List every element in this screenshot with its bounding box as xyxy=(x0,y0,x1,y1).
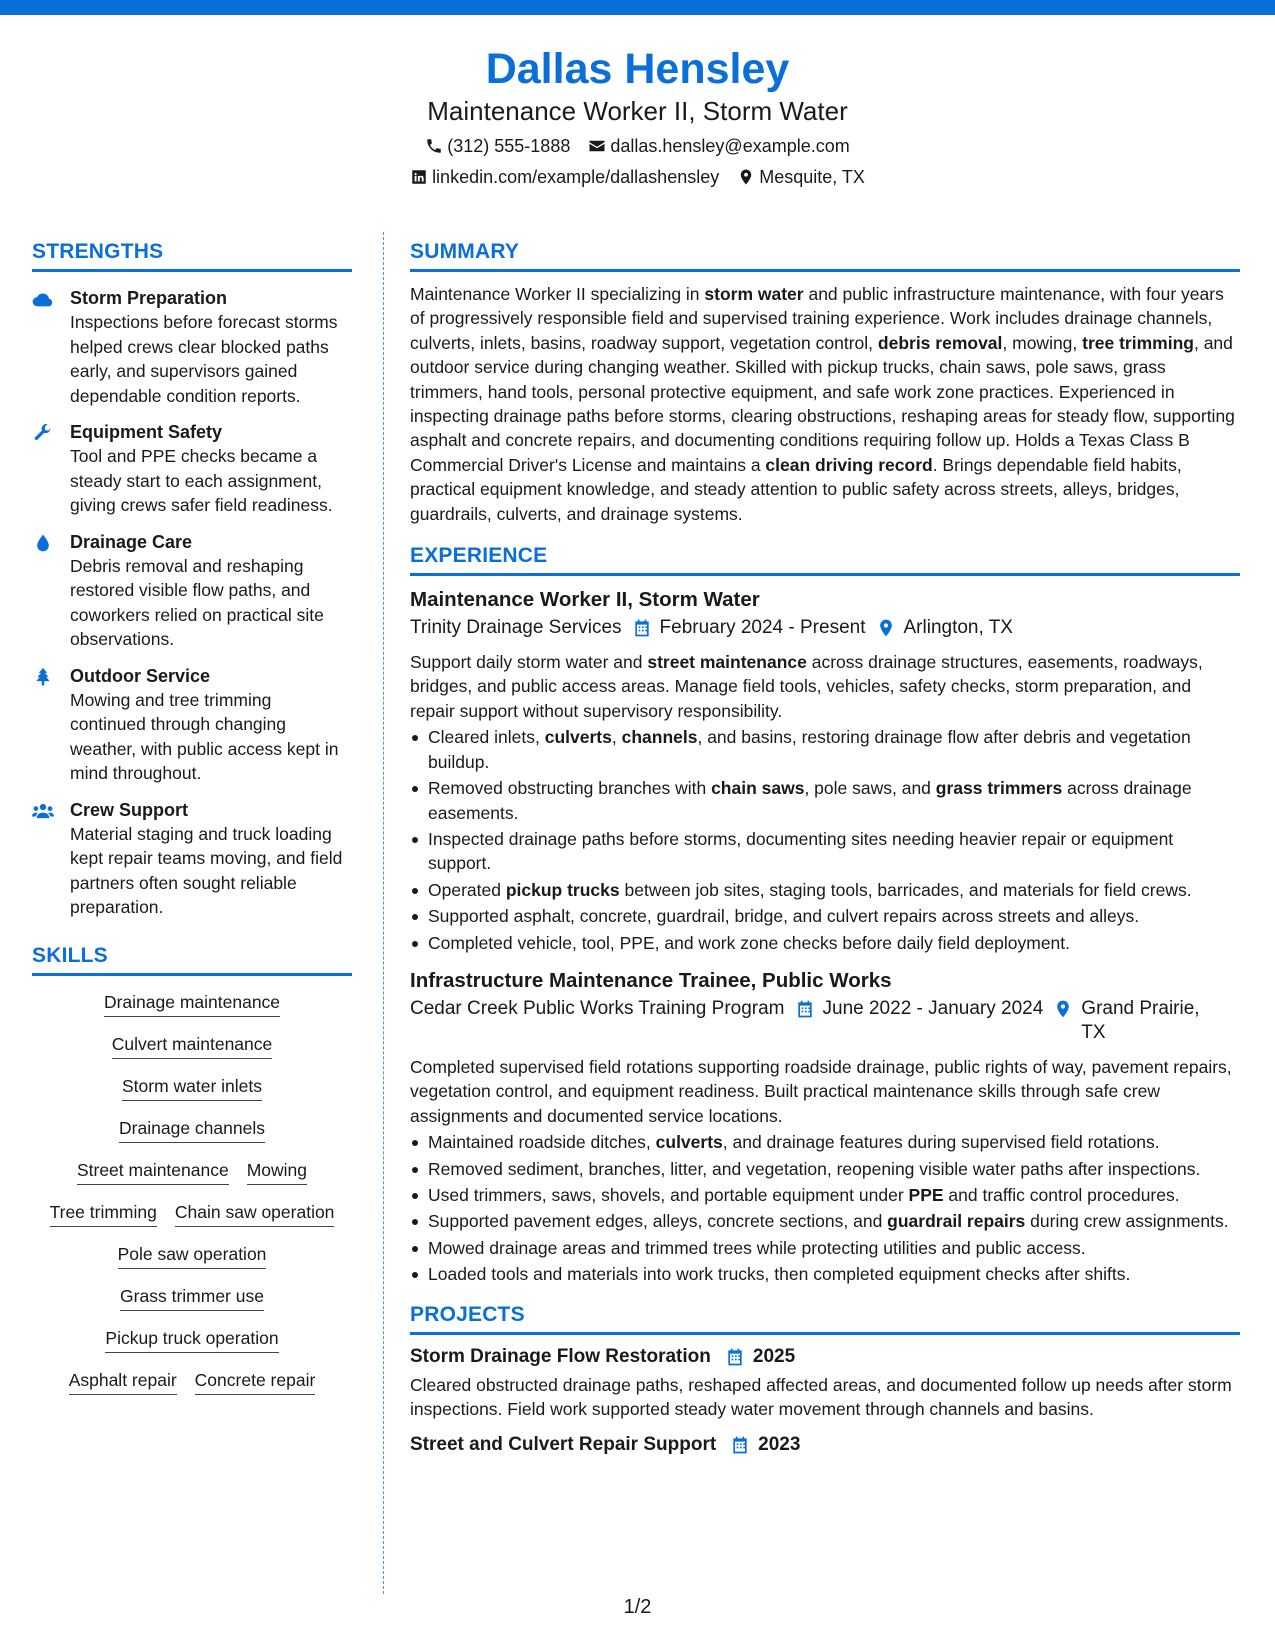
job-title: Infrastructure Maintenance Trainee, Public Works xyxy=(410,968,892,992)
job-dates xyxy=(632,616,866,640)
skill-tag: Drainage channels xyxy=(119,1116,265,1143)
strength-item xyxy=(32,664,352,786)
project-description: Cleared obstructed drainage paths, reshaped affected areas, and documented follow up needs after storm inspections. Field work supported steady water movement through channels and basins. xyxy=(410,1374,1232,1419)
job-location-text: Grand Prairie, TX xyxy=(1081,997,1200,1043)
linkedin-icon xyxy=(410,168,428,186)
project-year xyxy=(730,1431,800,1459)
strength-description: Material staging and truck loading kept repair teams moving, and field partners often sought reliable preparation. xyxy=(70,823,343,917)
bullet-item: Supported pavement edges, alleys, concrete sections, and guardrail repairs during crew assignments. xyxy=(410,1209,1240,1233)
map-pin-icon xyxy=(1053,999,1073,1019)
skill-tag: Chain saw operation xyxy=(175,1200,335,1227)
page-number: 1/2 xyxy=(623,1596,652,1618)
calendar-icon xyxy=(632,618,652,638)
calendar-icon xyxy=(725,1347,745,1367)
wrench-icon xyxy=(32,423,54,443)
contact-row-2 xyxy=(0,165,1275,189)
skill-tag: Pole saw operation xyxy=(118,1242,267,1269)
skill-tag: Grass trimmer use xyxy=(120,1284,264,1311)
bullet-item: Inspected drainage paths before storms, documenting sites needing heavier repair or equipment support. xyxy=(410,827,1240,876)
email-text: dallas.hensley@example.com xyxy=(610,136,850,156)
project-title: Street and Culvert Repair Support xyxy=(410,1434,717,1456)
skill-tag: Asphalt repair xyxy=(69,1368,177,1395)
project-entry xyxy=(410,1343,1240,1422)
job-bullets xyxy=(410,1130,1240,1286)
left-column xyxy=(32,238,352,1395)
bullet-item: Completed vehicle, tool, PPE, and work zone checks before daily field deployment. xyxy=(410,931,1240,955)
job-dates xyxy=(795,997,1044,1021)
phone-text: (312) 555-1888 xyxy=(447,136,571,156)
email-contact[interactable] xyxy=(588,134,849,158)
candidate-title: Maintenance Worker II, Storm Water xyxy=(427,96,848,126)
job-location xyxy=(1053,997,1203,1045)
job-company: Trinity Drainage Services xyxy=(410,617,622,639)
skill-tag: Culvert maintenance xyxy=(112,1032,273,1059)
project-header xyxy=(410,1343,1240,1371)
strength-title: Crew Support xyxy=(70,799,189,820)
job-bullets xyxy=(410,725,1240,955)
project-year xyxy=(725,1343,795,1371)
skill-tag: Tree trimming xyxy=(50,1200,157,1227)
strength-item xyxy=(32,798,352,920)
strength-description: Debris removal and reshaping restored visible flow paths, and coworkers relied on practical site observations. xyxy=(70,555,324,649)
strength-title: Equipment Safety xyxy=(70,422,223,442)
calendar-icon xyxy=(795,999,815,1019)
job-title: Maintenance Worker II, Storm Water xyxy=(410,588,760,612)
strength-item xyxy=(32,286,352,408)
phone-icon xyxy=(425,137,443,155)
job-location xyxy=(876,616,1013,640)
bullet-item: Supported asphalt, concrete, guardrail, bridge, and culvert repairs across streets and alleys. xyxy=(410,904,1240,928)
linkedin-contact[interactable] xyxy=(410,165,719,189)
job-entry xyxy=(410,967,1240,1287)
skill-tag: Street maintenance xyxy=(77,1158,229,1185)
skill-tag: Storm water inlets xyxy=(122,1074,262,1101)
strength-title: Outdoor Service xyxy=(70,665,211,686)
contact-row-1 xyxy=(0,134,1275,158)
summary-text: Maintenance Worker II specializing in storm water and public infrastructure maintenance, with four years of progressively responsible field and supervised training experience. Work includes drainage channels, culverts, inlets, basins, roadway support, vegetation control, debris removal, mowing, tree trimming, and outdoor service during changing weather. Skilled with pickup trucks, chain saws, pole saws, grass trimmers, hand tools, personal protective equipment, and safe work zone practices. Experienced in inspecting drainage paths before storms, clearing obstructions, reshaping areas for steady flow, supporting asphalt and concrete repairs, and documenting conditions requiring follow up. Holds a Texas Class B Commercial Driver's License and maintains a clean driving record. Brings dependable field habits, practical equipment knowledge, and steady attention to public safety across streets, alleys, bridges, guardrails, culverts, and drainage systems. xyxy=(410,284,1235,524)
strength-description: Mowing and tree trimming continued through changing weather, with public access kept in mind throughout. xyxy=(70,689,339,783)
job-description: Support daily storm water and street maintenance across drainage structures, easements, roadways, bridges, and public access areas. Manage field tools, vehicles, safety checks, storm preparation, and repair support without supervisory responsibility. xyxy=(410,652,1203,721)
strengths-list xyxy=(32,286,352,920)
bullet-item: Operated pickup trucks between job sites, staging tools, barricades, and materials for field crews. xyxy=(410,878,1240,902)
project-title: Storm Drainage Flow Restoration xyxy=(410,1345,711,1367)
bullet-item: Cleared inlets, culverts, channels, and basins, restoring drainage flow after debris and vegetation buildup. xyxy=(410,725,1240,774)
strength-title: Drainage Care xyxy=(70,531,193,552)
project-year-text: 2023 xyxy=(758,1434,801,1456)
job-dates-text: February 2024 - Present xyxy=(659,617,866,639)
location-text: Mesquite, TX xyxy=(759,167,865,187)
strength-title: Storm Preparation xyxy=(70,288,228,308)
bullet-item: Loaded tools and materials into work trucks, then completed equipment checks after shifts. xyxy=(410,1262,1240,1286)
linkedin-text: linkedin.com/example/dallashensley xyxy=(432,167,720,187)
strength-description: Tool and PPE checks became a steady start to each assignment, giving crews safer field readiness. xyxy=(70,446,333,515)
bullet-item: Used trimmers, saws, shovels, and portable equipment under PPE and traffic control procedures. xyxy=(410,1183,1240,1207)
tree-icon xyxy=(32,667,54,687)
job-entry xyxy=(410,586,1240,955)
strength-item xyxy=(32,530,352,652)
phone-contact[interactable] xyxy=(425,134,570,158)
summary-heading: SUMMARY xyxy=(410,238,1240,272)
strength-item xyxy=(32,420,352,518)
skill-tag: Mowing xyxy=(247,1158,307,1185)
skill-tag: Pickup truck operation xyxy=(105,1326,278,1353)
skills-heading: SKILLS xyxy=(32,942,352,976)
job-description: Completed supervised field rotations supporting roadside drainage, public rights of way, pavement repairs, vegetation control, and equipment readiness. Built practical maintenance skills through safe crew assignments and documented service locations. xyxy=(410,1056,1232,1126)
right-column xyxy=(410,238,1240,1459)
column-divider xyxy=(383,232,384,1594)
bullet-item: Removed sediment, branches, litter, and vegetation, reopening visible water paths after inspections. xyxy=(410,1157,1240,1181)
experience-heading: EXPERIENCE xyxy=(410,542,1240,576)
candidate-name: Dallas Hensley xyxy=(485,45,790,93)
strengths-heading: STRENGTHS xyxy=(32,238,352,272)
map-pin-icon xyxy=(737,168,755,186)
bullet-item: Maintained roadside ditches, culverts, and drainage features during supervised field rotations. xyxy=(410,1130,1240,1154)
skill-tag: Concrete repair xyxy=(195,1368,316,1395)
job-location-text: Arlington, TX xyxy=(903,617,1013,639)
project-entry xyxy=(410,1431,1240,1459)
job-meta xyxy=(410,997,1240,1045)
users-icon xyxy=(32,801,54,821)
envelope-icon xyxy=(588,137,606,155)
skill-tag: Drainage maintenance xyxy=(104,990,280,1017)
job-dates-text: June 2022 - January 2024 xyxy=(822,997,1044,1019)
skills-list xyxy=(32,990,352,1395)
resume-header xyxy=(0,40,1275,189)
calendar-icon xyxy=(730,1435,750,1455)
location-contact xyxy=(737,165,865,189)
job-company: Cedar Creek Public Works Training Program xyxy=(410,997,785,1019)
cloud-icon xyxy=(32,289,54,309)
droplet-icon xyxy=(32,533,54,553)
bullet-item: Removed obstructing branches with chain saws, pole saws, and grass trimmers across drainage easements. xyxy=(410,776,1240,825)
top-accent-bar xyxy=(0,0,1275,15)
map-pin-icon xyxy=(876,618,896,638)
project-header xyxy=(410,1431,1240,1459)
bullet-item: Mowed drainage areas and trimmed trees while protecting utilities and public access. xyxy=(410,1236,1240,1260)
projects-heading: PROJECTS xyxy=(410,1301,1240,1335)
project-year-text: 2025 xyxy=(752,1345,796,1367)
job-meta xyxy=(410,616,1240,640)
strength-description: Inspections before forecast storms helped crews clear blocked paths early, and supervisors gained dependable condition reports. xyxy=(70,312,338,406)
